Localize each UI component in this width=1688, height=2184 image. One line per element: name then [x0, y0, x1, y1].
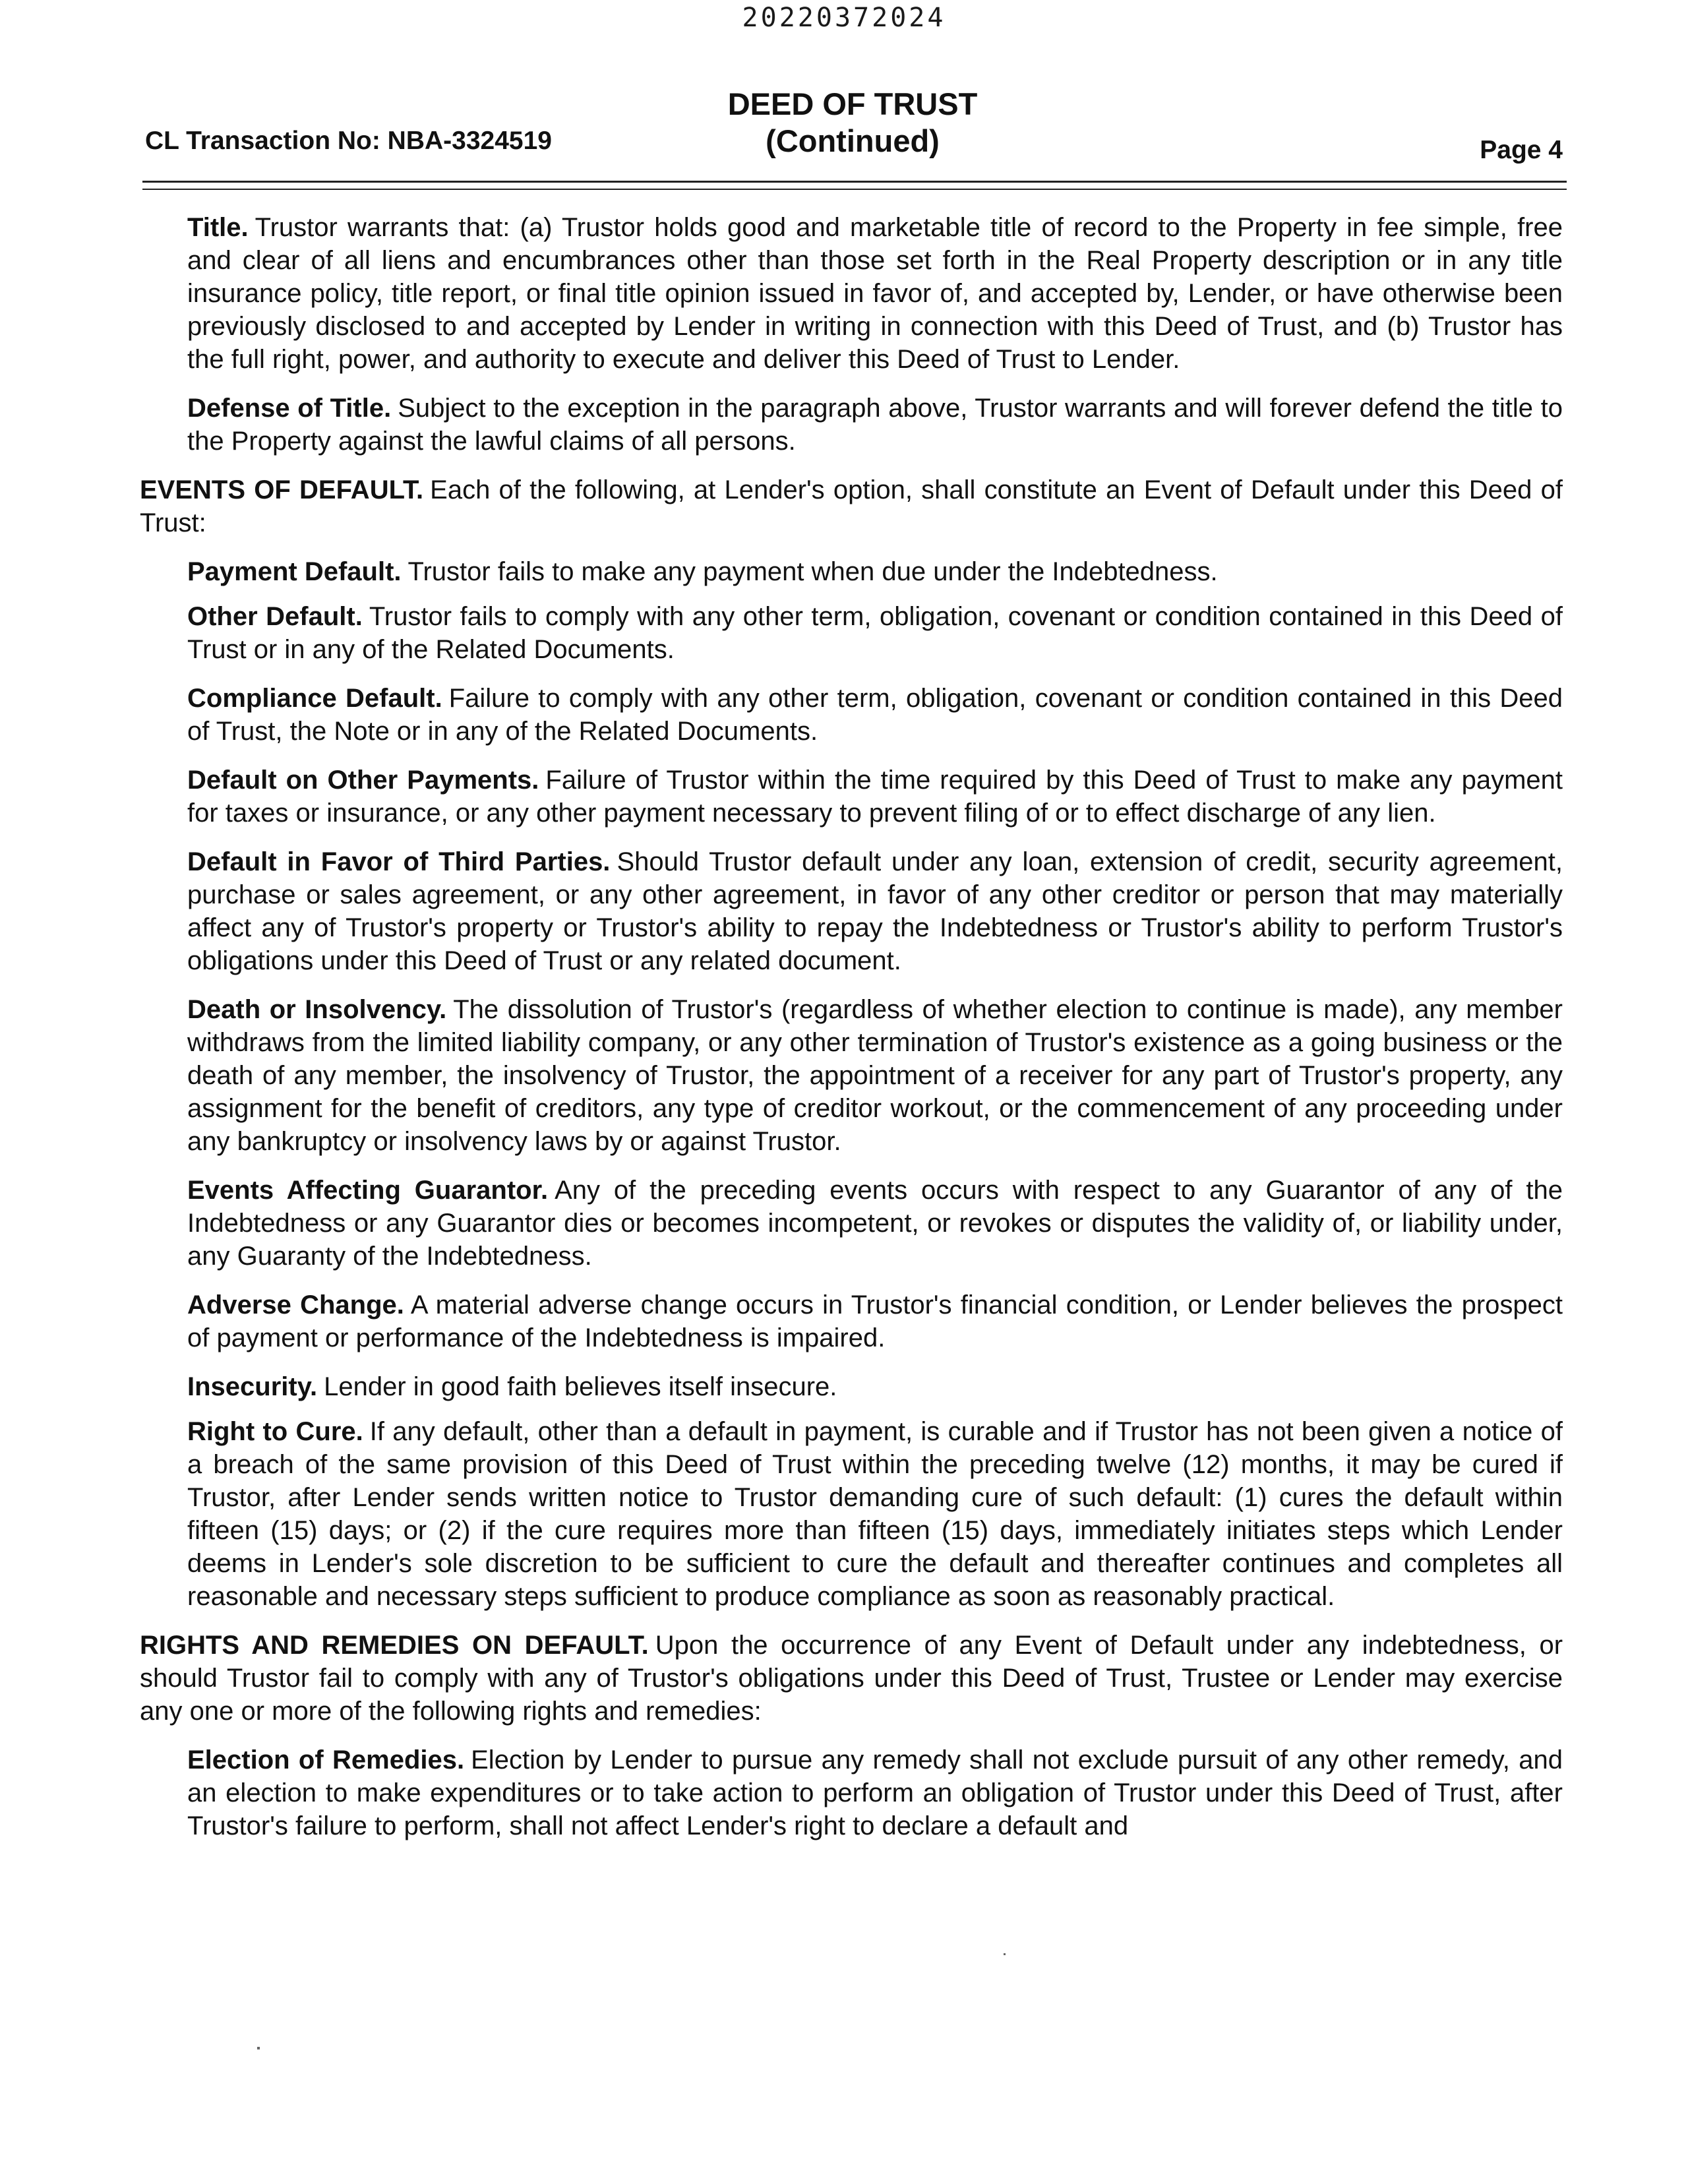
section-death-or-insolvency — [187, 993, 1563, 1158]
document-body — [0, 211, 1688, 1858]
section-heading: Other Default. — [187, 602, 363, 631]
section-insecurity — [187, 1370, 1563, 1403]
section-defense-of-title — [187, 392, 1563, 458]
section-heading: Adverse Change. — [187, 1290, 404, 1320]
page-header — [137, 86, 1568, 178]
title-line: DEED OF TRUST — [727, 86, 978, 121]
section-events-of-default — [140, 473, 1563, 539]
section-heading: Insecurity. — [187, 1372, 318, 1401]
section-election-of-remedies — [187, 1744, 1563, 1842]
section-compliance-default — [187, 682, 1563, 748]
transaction-number: CL Transaction No: NBA-3324519 — [145, 127, 552, 155]
section-heading: Compliance Default. — [187, 684, 442, 713]
section-heading: RIGHTS AND REMEDIES ON DEFAULT. — [140, 1631, 649, 1660]
document-title — [137, 86, 1568, 160]
section-text: If any default, other than a default in payment, is curable and if Trustor has not been given a notice of a breach of the same provision of this Deed of Trust within the preceding twelve (12) months, it may be cured if Trustor, after Lender sends written notice to Trustor demanding cure of such default: (1) cures the default within fifteen (15) days; or (2) if the cure requires more than fifteen (15) days, immediately initiates steps which Lender deems in Lender's sole discretion to be sufficient to cure the default and thereafter continues and completes all reasonable and necessary steps sufficient to produce compliance as soon as reasonably practical. — [187, 1417, 1563, 1611]
section-text: Failure to comply with any other term, obligation, covenant or condition contained in this Deed of Trust, the Note or in any of the Related Documents. — [187, 684, 1563, 746]
section-text: Election by Lender to pursue any remedy shall not exclude pursuit of any other remedy, and an election to make expenditures or to take action to perform an obligation of Trustor under this Deed of Trust, after Trustor's failure to perform, shall not affect Lender's right to declare a default and — [187, 1745, 1563, 1840]
section-text: Failure of Trustor within the time required by this Deed of Trust to make any payment for taxes or insurance, or any other payment necessary to prevent filing of or to effect discharge of any lien. — [187, 766, 1563, 828]
section-heading: Payment Default. — [187, 557, 402, 586]
section-text: The dissolution of Trustor's (regardless of whether election to continue is made), any member withdraws from the limited liability company, or any other termination of Trustor's existence as a going business or the death of any member, the insolvency of Trustor, the appointment of a receiver for any part of Trustor's property, any assignment for the benefit of creditors, any type of creditor workout, or the commencement of any proceeding under any bankruptcy or insolvency laws by or against Trustor. — [187, 995, 1563, 1156]
section-text: Any of the preceding events occurs with respect to any Guarantor of any of the Indebtedness or any Guarantor dies or becomes incompetent, or revokes or disputes the validity of, or liability under, any Guaranty of the Indebtedness. — [187, 1176, 1563, 1271]
header-rule — [142, 181, 1567, 183]
section-heading: Right to Cure. — [187, 1417, 363, 1446]
section-heading: EVENTS OF DEFAULT. — [140, 475, 424, 504]
section-heading: Default on Other Payments. — [187, 766, 539, 795]
section-heading: Events Affecting Guarantor. — [187, 1176, 549, 1205]
section-adverse-change — [187, 1289, 1563, 1354]
section-text: Upon the occurrence of any Event of Default under any indebtedness, or should Trustor fail to comply with any of Trustor's obligations under this Deed of Trust, Trustee or Lender may exercise any one or more of the following rights and remedies: — [140, 1631, 1563, 1726]
section-text: Should Trustor default under any loan, extension of credit, security agreement, purchase or sales agreement, or any other agreement, in favor of any other creditor or person that may materially affect any of Trustor's property or Trustor's ability to repay the Indebtedness or Trustor's ability to perform Trustor's obligations under this Deed of Trust or any related document. — [187, 847, 1563, 975]
section-heading: Title. — [187, 213, 249, 242]
section-text: A material adverse change occurs in Trustor's financial condition, or Lender believes the prospect of payment or performance of the Indebtedness is impaired. — [187, 1290, 1563, 1352]
section-default-third-parties — [187, 845, 1563, 977]
section-events-affecting-guarantor — [187, 1174, 1563, 1273]
section-text: Each of the following, at Lender's option, shall constitute an Event of Default under this Deed of Trust: — [140, 475, 1563, 537]
section-text: Trustor fails to make any payment when due under the Indebtedness. — [407, 557, 1218, 586]
section-other-default — [187, 600, 1563, 666]
section-heading: Defense of Title. — [187, 394, 392, 423]
header-rule-secondary — [142, 189, 1567, 190]
section-text: Trustor fails to comply with any other term, obligation, covenant or condition contained in this Deed of Trust or in any of the Related Documents. — [187, 602, 1563, 664]
section-right-to-cure — [187, 1415, 1563, 1613]
section-text: Subject to the exception in the paragraph above, Trustor warrants and will forever defend the title to the Property against the lawful claims of all persons. — [187, 394, 1563, 456]
section-title — [187, 211, 1563, 376]
section-text: Lender in good faith believes itself insecure. — [324, 1372, 837, 1401]
recording-number: 20220372024 — [742, 3, 946, 33]
section-default-on-other-payments — [187, 764, 1563, 830]
page-number: Page 4 — [1480, 136, 1563, 164]
scan-speck — [1004, 1953, 1006, 1955]
section-rights-and-remedies — [140, 1629, 1563, 1728]
scan-speck — [257, 2047, 260, 2049]
section-text: Trustor warrants that: (a) Trustor holds good and marketable title of record to the Property in fee simple, free and clear of all liens and encumbrances other than those set forth in the Real Property description or in any title insurance policy, title report, or final title opinion issued in favor of, and accepted by, Lender, or have otherwise been previously disclosed to and accepted by Lender in writing in connection with this Deed of Trust, and (b) Trustor has the full right, power, and authority to execute and deliver this Deed of Trust to Lender. — [187, 213, 1563, 374]
section-heading: Default in Favor of Third Parties. — [187, 847, 611, 876]
section-payment-default — [187, 555, 1563, 588]
title-continued-line: (Continued) — [766, 123, 940, 158]
section-heading: Death or Insolvency. — [187, 995, 447, 1024]
section-heading: Election of Remedies. — [187, 1745, 465, 1774]
